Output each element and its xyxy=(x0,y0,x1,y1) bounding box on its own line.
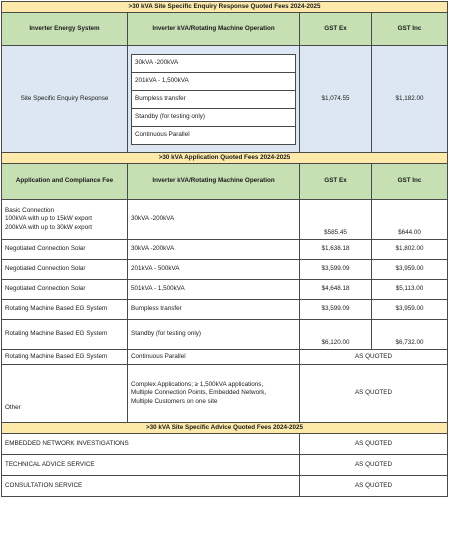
table-row xyxy=(2,476,448,497)
operation-cell: Bumpless transfer xyxy=(128,300,300,320)
other-operation-line: Multiple Connection Points, Embedded Network, xyxy=(131,389,267,397)
section3-banner-row xyxy=(2,423,448,434)
fee-cell: Negotiated Connection Solar xyxy=(2,260,128,280)
as-quoted-cell: AS QUOTED xyxy=(300,365,448,423)
option-bumpless-transfer: Bumpless transfer xyxy=(131,90,296,109)
table-row xyxy=(2,320,448,350)
gst-inc-cell: $1,802.00 xyxy=(372,240,448,260)
section2-banner-row xyxy=(2,153,448,164)
section2-banner: >30 kVA Application Quoted Fees 2024-2025 xyxy=(2,153,448,164)
table-row xyxy=(2,350,448,365)
section1-header-row xyxy=(2,13,448,46)
service-cell: CONSULTATION SERVICE xyxy=(2,476,300,497)
fee-cell: Rotating Machine Based EG System xyxy=(2,300,128,320)
basic-connection-line: 100kVA with up to 15kW export xyxy=(5,215,93,223)
section2-header-gst-inc: GST Inc xyxy=(372,164,448,200)
gst-ex-cell: $6,120.00 xyxy=(300,320,372,350)
table-row xyxy=(2,200,448,240)
table-row xyxy=(2,280,448,300)
section1-header-gst-ex: GST Ex xyxy=(300,13,372,46)
gst-inc-cell: $3,959.00 xyxy=(372,260,448,280)
gst-inc-cell: $6,732.00 xyxy=(372,320,448,350)
section1-header-gst-inc: GST Inc xyxy=(372,13,448,46)
section2-header-operation: Inverter kVA/Rotating Machine Operation xyxy=(128,164,300,200)
section3-banner: >30 kVA Site Specific Advice Quoted Fees 2024-2025 xyxy=(2,423,448,434)
section1-gst-inc: $1,182.00 xyxy=(372,46,448,153)
option-standby: Standby (for testing only) xyxy=(131,108,296,127)
gst-inc-cell: $644.00 xyxy=(372,200,448,240)
operation-cell: 30kVA -200kVA xyxy=(128,200,300,240)
basic-connection-line: Basic Connection xyxy=(5,207,55,215)
fee-cell: Other xyxy=(2,365,128,423)
fee-table xyxy=(1,1,448,497)
section1-banner: >30 kVA Site Specific Enquiry Response Quoted Fees 2024-2025 xyxy=(2,2,448,13)
table-row xyxy=(2,434,448,455)
section2-header-gst-ex: GST Ex xyxy=(300,164,372,200)
basic-connection-line: 200kVA with up to 30kW export xyxy=(5,223,93,231)
gst-ex-cell: $1,638.18 xyxy=(300,240,372,260)
operation-cell: Continuous Parallel xyxy=(128,350,300,365)
section1-header-operation: Inverter kVA/Rotating Machine Operation xyxy=(128,13,300,46)
table-row xyxy=(2,455,448,476)
fee-cell: Rotating Machine Based EG System xyxy=(2,350,128,365)
operation-cell: 30kVA -200kVA xyxy=(128,240,300,260)
gst-ex-cell: $4,648.18 xyxy=(300,280,372,300)
section1-banner-row xyxy=(2,2,448,13)
section1-gst-ex: $1,074.55 xyxy=(300,46,372,153)
fee-cell: Rotating Machine Based EG System xyxy=(2,320,128,350)
table-row xyxy=(2,300,448,320)
section1-row-label: Site Specific Enquiry Response xyxy=(2,46,128,153)
as-quoted-cell: AS QUOTED xyxy=(300,350,448,365)
gst-inc-cell: $5,113.00 xyxy=(372,280,448,300)
section2-header-fee: Application and Compliance Fee xyxy=(2,164,128,200)
service-cell: TECHNICAL ADVICE SERVICE xyxy=(2,455,300,476)
fee-cell: Negotiated Connection Solar xyxy=(2,280,128,300)
section2-header-row xyxy=(2,164,448,200)
as-quoted-cell: AS QUOTED xyxy=(300,476,448,497)
gst-inc-cell: $3,959.00 xyxy=(372,300,448,320)
gst-ex-cell: $585.45 xyxy=(300,200,372,240)
other-operation-line: Multiple Customers on one site xyxy=(131,397,218,405)
section1-header-system: Inverter Energy System xyxy=(2,13,128,46)
as-quoted-cell: AS QUOTED xyxy=(300,455,448,476)
option-30-200kva: 30kVA -200kVA xyxy=(131,54,296,73)
option-continuous-parallel: Continuous Parallel xyxy=(131,126,296,145)
table-row xyxy=(2,240,448,260)
operation-cell: Standby (for testing only) xyxy=(128,320,300,350)
basic-connection-cell xyxy=(2,200,128,240)
other-operation-line: Complex Applications; ≥ 1,500kVA applications, xyxy=(131,381,264,389)
section1-enquiry-row xyxy=(2,46,448,153)
section1-options-cell xyxy=(128,46,300,153)
gst-ex-cell: $3,599.09 xyxy=(300,300,372,320)
as-quoted-cell: AS QUOTED xyxy=(300,434,448,455)
gst-ex-cell: $3,599.09 xyxy=(300,260,372,280)
other-operation-cell xyxy=(128,365,300,423)
option-201-1500kva: 201kVA - 1,500kVA xyxy=(131,72,296,91)
operation-cell: 501kVA - 1,500kVA xyxy=(128,280,300,300)
operation-cell: 201kVA - 500kVA xyxy=(128,260,300,280)
service-cell: EMBEDDED NETWORK INVESTIGATIONS xyxy=(2,434,300,455)
table-row xyxy=(2,365,448,423)
fee-cell: Negotiated Connection Solar xyxy=(2,240,128,260)
table-row xyxy=(2,260,448,280)
